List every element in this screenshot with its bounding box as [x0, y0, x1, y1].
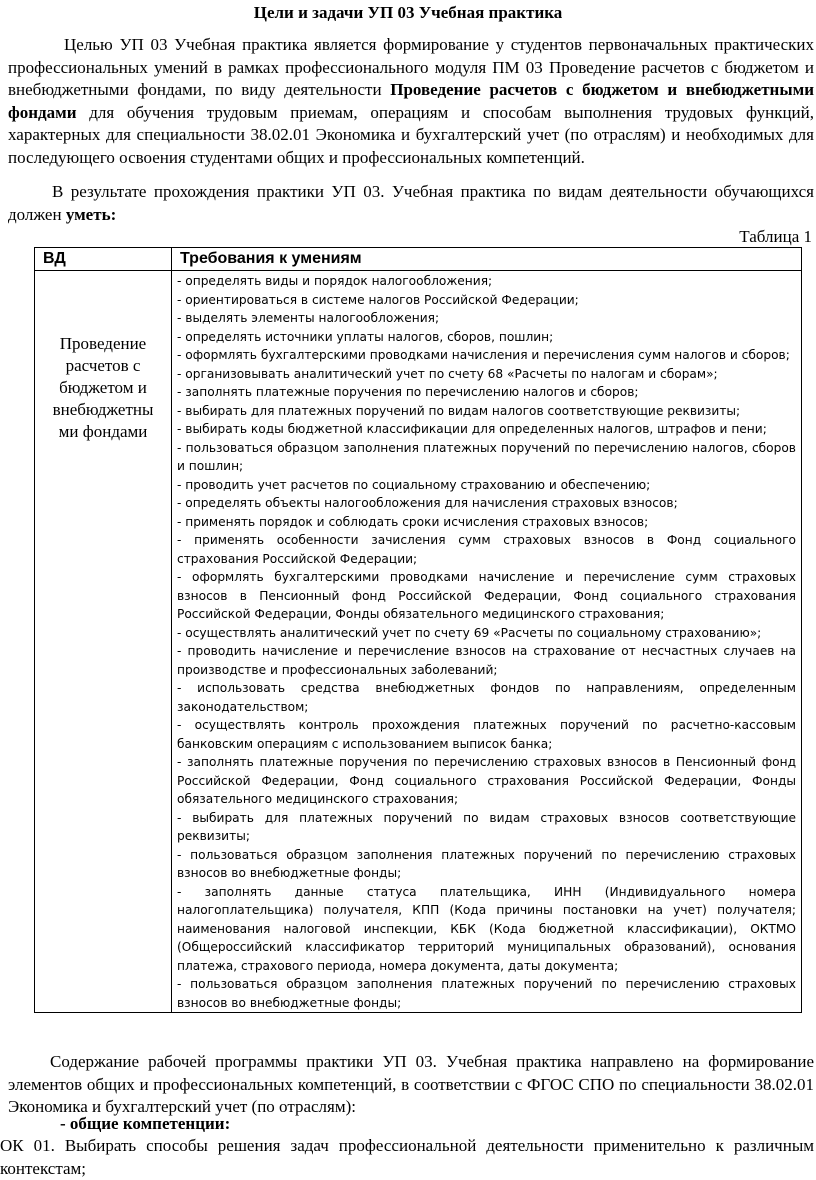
requirement-item: - выбирать для платежных поручений по видам страховых взносов соответствующие реквизиты;	[177, 810, 796, 843]
requirement-item: - определять объекты налогообложения для начисления страховых взносов;	[177, 496, 678, 510]
requirement-item: - заполнять платежные поручения по перечислению страховых взносов в Пенсионный фонд Российской Федерации, Фонд социального страхования Российской Федерации, Фонды обязательного медицинского страхования;	[177, 755, 796, 806]
content-paragraph: Содержание рабочей программы практики УП 03. Учебная практика направлено на формирование элементов общих и профессиональных компетенций, в соответствии с ФГОС СПО по специальности 38.02.01 Экономика и бухгалтерский учет (по отраслям):	[8, 1052, 814, 1116]
requirement-item: - применять особенности зачисления сумм страховых взносов в Фонд социального страхования Российской Федерации;	[177, 533, 796, 566]
requirement-item: - определять источники уплаты налогов, сборов, пошлин;	[177, 329, 554, 344]
requirement-item: - определять виды и порядок налогообложения;	[177, 274, 493, 288]
result-text: В результате прохождения практики УП 03. Учебная практика по видам деятельности обучающихся должен	[8, 182, 814, 224]
requirement-item: - оформлять бухгалтерскими проводками начисления и перечисления сумм налогов и сборов;	[177, 348, 790, 362]
requirement-item: - выбирать коды бюджетной классификации для определенных налогов, штрафов и пени;	[177, 422, 767, 436]
requirement-item: - организовывать аналитический учет по счету 68 «Расчеты по налогам и сборам»;	[177, 366, 718, 381]
requirement-item: - проводить начисление и перечисление взносов на страхование от несчастных случаев на производстве и профессиональных заболеваний;	[177, 644, 796, 677]
requirement-item: - осуществлять контроль прохождения платежных поручений по расчетно-кассовым банковским операциям с использованием выписок банка;	[177, 718, 796, 751]
activity-line: Проведение	[59, 334, 147, 353]
requirements-cell	[172, 271, 802, 1013]
requirement-item: - осуществлять аналитический учет по счету 69 «Расчеты по социальному страхованию»;	[177, 625, 762, 640]
requirement-item: - использовать средства внебюджетных фондов по направлениям, определенным законодательством;	[177, 681, 796, 714]
document-title: Цели и задачи УП 03 Учебная практика	[253, 3, 563, 22]
activity-line: расчетов с	[65, 356, 141, 375]
result-bold-text: уметь:	[65, 204, 117, 224]
intro-text: Целью УП 03 Учебная практика является формирование у студентов первоначальных практических профессиональных умений в рамках профессионального модуля ПМ 03 Проведение расчетов с бюджетом и внебюджетными фондами, по виду деятельности	[8, 35, 814, 99]
requirement-item: - пользоваться образцом заполнения платежных поручений по перечислению налогов, сборов и пошлин;	[177, 440, 796, 473]
activity-cell	[35, 271, 172, 1013]
table-header-requirements: Требования к умениям	[172, 248, 802, 271]
intro-bold-text: Проведение расчетов с бюджетом и внебюджетными фондами	[8, 80, 814, 122]
requirement-item: - пользоваться образцом заполнения платежных поручений по перечислению страховых взносов во внебюджетные фонды;	[177, 977, 796, 1010]
requirement-item: - выбирать для платежных поручений по видам налогов соответствующие реквизиты;	[177, 403, 741, 418]
table-label: Таблица 1	[739, 227, 812, 246]
intro-paragraph	[8, 34, 814, 169]
table-header-row	[35, 248, 802, 271]
requirement-item: - выделять элементы налогообложения;	[177, 311, 440, 325]
requirement-item: - пользоваться образцом заполнения платежных поручений по перечислению страховых взносов во внебюджетные фонды;	[177, 847, 796, 880]
requirement-item: - заполнять платежные поручения по перечислению налогов и сборов;	[177, 385, 639, 399]
intro-end-text: для обучения трудовым приемам, операциям и способам выполнения трудовых функций, характерных для специальности 38.02.01 Экономика и бухгалтерский учет (по отраслям) и необходимых для последующего освоения студентами общих и профессиональных компетенций.	[8, 102, 814, 167]
requirement-item: - оформлять бухгалтерскими проводками начисление и перечисление сумм страховых взносов в Пенсионный фонд Российской Федерации, Фонд социального страхования Российской Федерации, Фонды обязательного медицинского страхования;	[177, 570, 796, 621]
requirement-item: - проводить учет расчетов по социальному страхованию и обеспечению;	[177, 477, 651, 492]
table-header-vd: ВД	[35, 248, 172, 271]
requirement-item: - ориентироваться в системе налогов Российской Федерации;	[177, 292, 579, 307]
requirements-table	[34, 247, 802, 1013]
activity-line: внебюджетны	[52, 400, 154, 419]
result-paragraph	[8, 181, 814, 226]
activity-line: ми фондами	[58, 422, 148, 441]
requirement-item: - заполнять данные статуса плательщика, ИНН (Индивидуального номера налогоплательщика) получателя, КПП (Кода причины постановки на учет) получателя; наименования налоговой инспекции, КБК (Кода бюджетной классификации), ОКТМО (Общероссийский классификатор территорий муниципальных образований), основания платежа, страхового периода, номера документа, даты документа;	[177, 884, 796, 973]
requirements-list	[172, 271, 801, 1012]
requirement-item: - применять порядок и соблюдать сроки исчисления страховых взносов;	[177, 514, 649, 529]
ok01-paragraph: ОК 01. Выбирать способы решения задач профессиональной деятельности применительно к различным контекстам;	[0, 1136, 814, 1178]
activity-line: бюджетом и	[59, 378, 147, 397]
table-row	[35, 271, 802, 1013]
general-competencies-heading: - общие компетенции:	[60, 1114, 231, 1133]
